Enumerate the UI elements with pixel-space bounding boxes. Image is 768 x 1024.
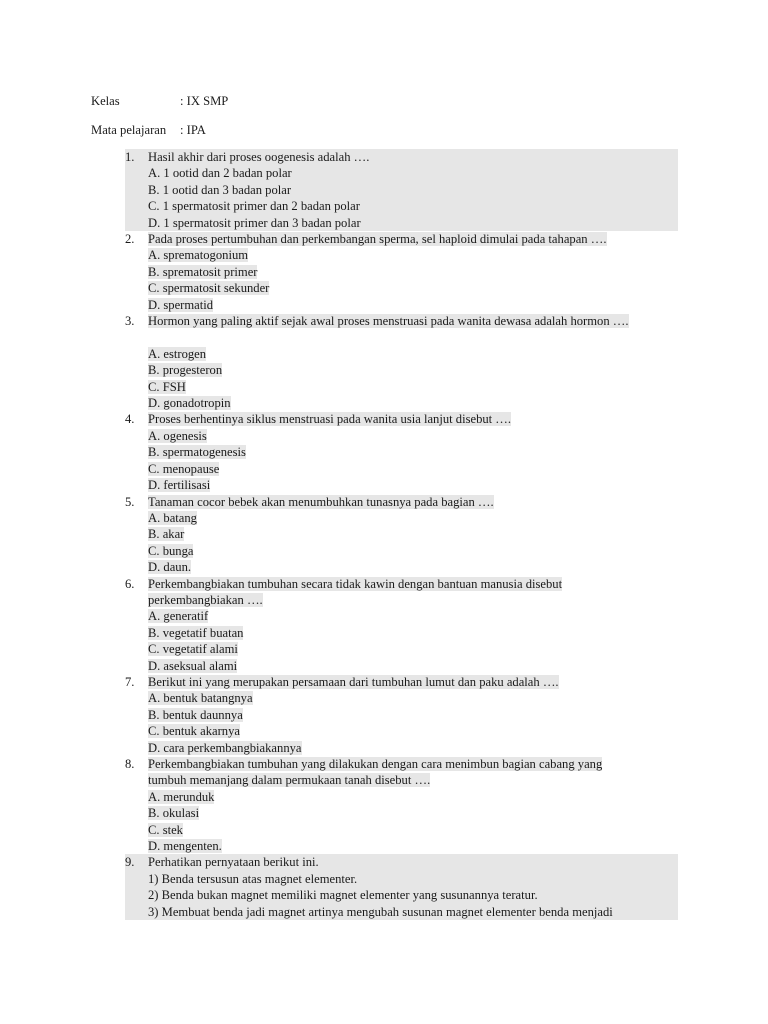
mapel-label: Mata pelajaran: [91, 123, 167, 137]
question-8: [125, 756, 685, 854]
question-number: 7.: [125, 674, 135, 689]
option-a: A. ogenesis: [148, 428, 207, 443]
question-4: [125, 411, 685, 493]
question-text: Proses berhentinya siklus menstruasi pada wanita usia lanjut disebut ….: [148, 412, 512, 427]
option-d: D. aseksual alami: [148, 658, 238, 673]
question-text: Perkembangbiakan tumbuhan yang dilakukan dengan cara menimbun bagian cabang yang: [148, 757, 603, 772]
option-a: A. merunduk: [148, 789, 215, 804]
question-7: [125, 674, 685, 756]
option-c: C. stek: [148, 822, 183, 837]
option-a: A. generatif: [148, 609, 209, 624]
option-c: C. spermatosit sekunder: [148, 281, 270, 296]
option-b: B. spermatogenesis: [148, 445, 246, 460]
option-b: B. vegetatif buatan: [148, 625, 244, 640]
option-c: C. menopause: [148, 461, 220, 476]
question-text: Hormon yang paling aktif sejak awal proses menstruasi pada wanita dewasa adalah hormon ….: [148, 314, 629, 329]
option-c: C. bentuk akarnya: [148, 724, 240, 739]
option-b: B. sprematosit primer: [148, 264, 258, 279]
question-3: [125, 313, 685, 411]
option-d: D. cara perkembangbiakannya: [148, 740, 302, 755]
option-b: B. bentuk daunnya: [148, 707, 243, 722]
question-text: Berikut ini yang merupakan persamaan dari tumbuhan lumut dan paku adalah ….: [148, 674, 559, 689]
question-1: [125, 149, 685, 231]
question-text: Perhatikan pernyataan berikut ini.: [148, 855, 319, 870]
statement-3: 3) Membuat benda jadi magnet artinya mengubah susunan magnet elementer benda menjadi: [148, 904, 613, 919]
question-number: 3.: [125, 314, 135, 329]
option-d: D. spermatid: [148, 297, 214, 312]
question-2: [125, 231, 685, 313]
option-b: B. progesteron: [148, 363, 223, 378]
option-b: B. okulasi: [148, 806, 200, 821]
statement-2: 2) Benda bukan magnet memiliki magnet elementer yang susunannya teratur.: [148, 888, 538, 903]
blank-line: [148, 329, 685, 345]
question-5: [125, 494, 685, 576]
option-a: A. sprematogonium: [148, 248, 249, 263]
meta-kelas: [91, 93, 228, 109]
option-d: D. fertilisasi: [148, 478, 211, 493]
question-number: 4.: [125, 412, 135, 427]
question-9: [125, 854, 685, 920]
option-a: A. estrogen: [148, 346, 207, 361]
option-a: A. batang: [148, 510, 197, 525]
question-text: Pada proses pertumbuhan dan perkembangan sperma, sel haploid dimulai pada tahapan ….: [148, 232, 607, 247]
question-list: [125, 149, 685, 920]
question-number: 6.: [125, 576, 135, 591]
question-text-cont: perkembangbiakan ….: [148, 592, 263, 607]
option-a: A. bentuk batangnya: [148, 691, 253, 706]
question-number: 9.: [125, 855, 135, 870]
kelas-label: Kelas: [91, 94, 120, 108]
question-number: 2.: [125, 232, 135, 247]
kelas-value: : IX SMP: [180, 94, 229, 108]
option-c: C. bunga: [148, 543, 194, 558]
option-a: A. 1 ootid dan 2 badan polar: [148, 166, 292, 181]
option-c: C. 1 spermatosit primer dan 2 badan polar: [148, 199, 360, 214]
question-text: Hasil akhir dari proses oogenesis adalah ….: [148, 150, 370, 164]
question-text: Perkembangbiakan tumbuhan secara tidak kawin dengan bantuan manusia disebut: [148, 576, 563, 591]
option-b: B. akar: [148, 527, 185, 542]
option-c: C. FSH: [148, 379, 186, 394]
question-number: 1.: [125, 150, 135, 164]
option-d: D. gonadotropin: [148, 396, 231, 411]
question-text: Tanaman cocor bebek akan menumbuhkan tunasnya pada bagian ….: [148, 494, 494, 509]
question-text-cont: tumbuh memanjang dalam permukaan tanah disebut ….: [148, 773, 431, 788]
option-c: C. vegetatif alami: [148, 642, 238, 657]
question-number: 8.: [125, 757, 135, 772]
option-b: B. 1 ootid dan 3 badan polar: [148, 182, 292, 197]
option-d: D. daun.: [148, 560, 192, 575]
statement-1: 1) Benda tersusun atas magnet elementer.: [148, 871, 358, 886]
option-d: D. 1 spermatosit primer dan 3 badan polar: [148, 215, 361, 230]
question-number: 5.: [125, 494, 135, 509]
mapel-value: : IPA: [180, 123, 206, 137]
question-6: [125, 576, 685, 674]
meta-mata-pelajaran: [91, 122, 206, 138]
option-d: D. mengenten.: [148, 839, 222, 854]
